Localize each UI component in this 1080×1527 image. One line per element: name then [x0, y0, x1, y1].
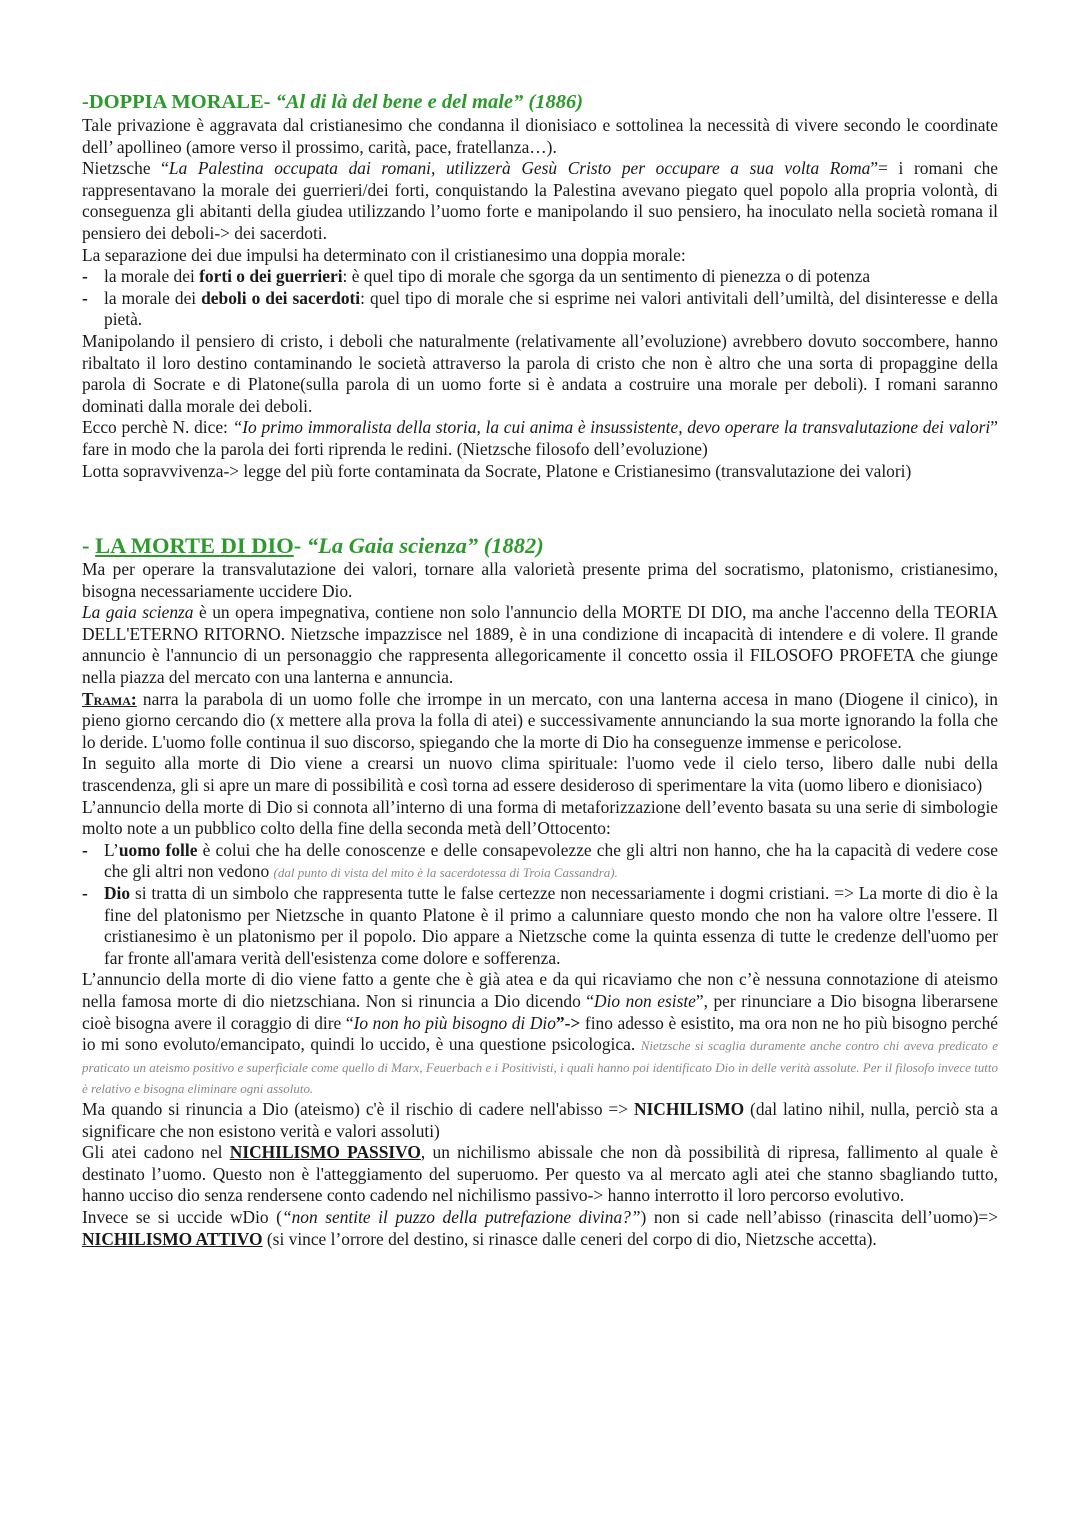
list-item	[82, 288, 998, 331]
text: si tratta di un simbolo che rappresenta tutte le false certezze non necessariamente i dogmi cristiani. => La morte di dio è la fine del platonismo per Nietzsche in quanto Platone è il primo a calunniare questo mondo che non ha valore oltre l'essere. Il cristianesimo è un platonismo per il popolo. Dio appare a Nietzsche come la quinta essenza di tutte le credenze dell'uomo per far fronte all'amara verità dell'esistenza come dolore e sofferenza.	[104, 883, 998, 968]
text: è un opera impegnativa, contiene non solo l'annuncio della MORTE DI DIO, ma anche l'accenno della TEORIA DELL'ETERNO RITORNO. Nietzsche impazzisce nel 1889, è in una condizione di incapacità di intendere e di volere. Il grande annuncio è l'annuncio di un personaggio che rappresenta allegoricamente il concetto ossia il FILOSOFO PROFETA che giunge nella piazza del mercato con una lanterna e annuncia.	[82, 602, 998, 688]
bold-term: deboli o dei sacerdoti	[201, 287, 361, 308]
text: (si vince l’orrore del destino, si rinasce dalle ceneri del corpo di dio, Nietzsche accetta).	[262, 1228, 877, 1249]
paragraph: Tale privazione è aggravata dal cristianesimo che condanna il dionisiaco e sottolinea la necessità di vivere secondo le coordinate dell’ apollineo (amore verso il prossimo, carità, pace, fratellanza…).	[82, 115, 998, 157]
quote: La Palestina occupata dai romani, utilizzerà Gesù Cristo per occupare a sua volta Roma	[168, 158, 871, 179]
paragraph: Ma per operare la transvalutazione dei valori, tornare alla valorietà presente prima del socratismo, platonismo, cristianesimo, bisogna necessariamente uccidere Dio.	[82, 559, 998, 601]
arrow: ”->	[555, 1012, 581, 1033]
text: Ma quando si rinuncia a Dio (ateismo) c'è il rischio di cadere nell'abisso =>	[82, 1098, 634, 1119]
heading-title: “La Gaia scienza” (1882)	[306, 533, 544, 559]
text: ” fare in modo che la parola dei forti riprenda le redini. (Nietzsche filosofo dell’evoluzione)	[82, 417, 998, 459]
paragraph	[82, 1142, 998, 1207]
bold-term: forti o dei guerrieri	[199, 266, 343, 287]
heading-label: -	[82, 533, 96, 559]
quote: “Io primo immoralista della storia, la cui anima è insussistente, devo operare la transvalutazione dei valori	[232, 417, 991, 438]
bold-term: NICHILISMO	[633, 1098, 745, 1119]
bold-term: NICHILISMO ATTIVO	[82, 1228, 263, 1249]
bold-term: uomo folle	[118, 839, 198, 860]
text: è colui che ha delle conoscenze e delle consapevolezze che gli altri non hanno, che ha la capacità di vedere cose che gli altri non vedono	[104, 839, 999, 882]
text: , un nichilismo abissale che non dà possibilità di ripresa, fallimento al quale è destinato l’uomo. Questo non è l'atteggiamento del superuomo. Per questo va al mercato agli atei che stanno sbagliando tutto, hanno ucciso dio senza rendersene conto cadendo nel nichilismo passivo-> hanno interrotto il loro percorso evolutivo.	[82, 1142, 999, 1206]
text: Ecco perchè N. dice:	[82, 417, 233, 438]
quote: Io non ho più bisogno di Dio	[353, 1012, 556, 1033]
text: : quel tipo di morale che si esprime nei valori antivitali dell’umiltà, del disinteresse e della pietà.	[104, 287, 999, 330]
heading-label: -DOPPIA MORALE-	[82, 91, 276, 113]
text: Gli atei cadono nel	[82, 1142, 230, 1163]
paragraph	[82, 969, 998, 1099]
bullet-list	[82, 840, 998, 970]
list-item	[82, 883, 998, 969]
paragraph	[82, 1207, 998, 1250]
quote: Dio non esiste	[594, 990, 696, 1011]
list-item	[82, 840, 998, 883]
paragraph: L’annuncio della morte di Dio si connota all’interno di una forma di metaforizzazione dell’evento basata su una serie di simbologie molto note a un pubblico colto della fine della seconda metà dell’Ottocento:	[82, 796, 998, 839]
text: narra la parabola di un uomo folle che irrompe in un mercato, con una lanterna accesa in mano (Diogene il cinico), in pieno giorno cercando dio (x mettere alla prova la folla di atei) e successivamente annunciando la sua morte ignorando la folla che lo deride. L'uomo folle continua il suo discorso, spiegando che la morte di Dio ha conseguenze immense e pericolose.	[82, 688, 998, 752]
text: Nietzsche “	[82, 158, 169, 179]
bold-term: NICHILISMO PASSIVO	[229, 1142, 421, 1163]
text: L’	[104, 839, 119, 860]
paragraph	[82, 1099, 998, 1142]
quote: “non sentite il puzzo della putrefazione divina?”	[281, 1206, 641, 1227]
bullet-list	[82, 266, 998, 331]
list-item	[82, 266, 998, 288]
section-heading-doppia-morale	[82, 90, 998, 115]
text: Invece se si uccide wDio (	[82, 1206, 282, 1227]
paragraph	[82, 158, 998, 244]
paragraph: In seguito alla morte di Dio viene a crearsi un nuovo clima spirituale: l'uomo vede il cielo terso, libero dalle nubi della trascendenza, gli si apre un mare di possibilità e così torna ad essere desideroso di sperimentare la vita (uomo libero e dionisiaco)	[82, 753, 998, 796]
paragraph	[82, 417, 998, 460]
text: ”, per rinunciare a Dio bisogna liberarsene cioè bisogna avere il coraggio di dire “	[82, 990, 998, 1033]
text: ) non si cade nell’abisso (rinascita dell’uomo)=>	[640, 1206, 998, 1227]
text: : è quel tipo di morale che sgorga da un sentimento di pienezza o di potenza	[342, 266, 871, 287]
text: la morale dei	[104, 266, 200, 287]
side-note: Nietzsche si scaglia duramente anche contro chi aveva predicato e praticato un ateismo positivo e superficiale come quello di Marx, Feuerbach e i Positivisti, i quali hanno poi identificato Dio in delle verità assolute. Per il filosofo invece tutto è relativo e bisogna eliminare ogni assoluto.	[82, 1038, 998, 1097]
paragraph: La separazione dei due impulsi ha determinato con il cristianesimo una doppia morale:	[82, 244, 686, 265]
paragraph: Manipolando il pensiero di cristo, i deboli che naturalmente (relativamente all’evoluzione) avrebbero dovuto soccombere, hanno ribaltato il loro destino contaminando le società attraverso la parola di cristo che non è altro che una sorta di propaggine della parola di Socrate e di Platone(sulla parola di un uomo forte si è andata a costruire una morale per deboli). I romani saranno dominati dalla morale dei deboli.	[82, 330, 998, 416]
trama-label: Trama:	[82, 688, 137, 709]
paragraph	[82, 689, 998, 754]
paragraph: Lotta sopravvivenza-> legge del più forte contaminata da Socrate, Platone e Cristianesimo (transvalutazione dei valori)	[82, 460, 912, 481]
text: la morale dei	[104, 287, 202, 308]
text: L’annuncio della morte di dio viene fatto a gente che è già atea e da qui ricaviamo che non c’è nessuna connotazione di ateismo nella famosa morte di dio nietzschiana. Non si rinuncia a Dio dicendo “	[82, 969, 998, 1011]
side-note: (dal punto di vista del mito è la sacerdotessa di Troia Cassandra).	[273, 865, 618, 881]
section-heading-morte-di-dio	[82, 532, 998, 559]
heading-separator: -	[293, 533, 307, 559]
text: fino adesso è esistito, ma ora non ne ho più bisogno perché io mi sono evoluto/emancipato, quindi lo uccido, è una questione psicologica.	[82, 1012, 998, 1055]
book-title: La gaia scienza	[82, 602, 194, 623]
heading-title: “Al di là del bene e del male” (1886)	[275, 91, 584, 113]
heading-label-underlined: LA MORTE DI DIO	[95, 533, 294, 559]
paragraph	[82, 602, 998, 688]
bold-term: Dio	[104, 883, 131, 903]
text: (dal latino nihil, nulla, perciò sta a significare che non esistono verità e valori assoluti)	[82, 1098, 999, 1141]
text: ”= i romani che rappresentavano la morale dei guerrieri/dei forti, conquistando la Palestina avevano piegato quel popolo alla propria volontà, di conseguenza gli abitanti della giudea utilizzando l’uomo forte e manipolando il suo pensiero, ha inoculato nella società romana il pensiero dei deboli-> dei sacerdoti.	[82, 158, 998, 243]
